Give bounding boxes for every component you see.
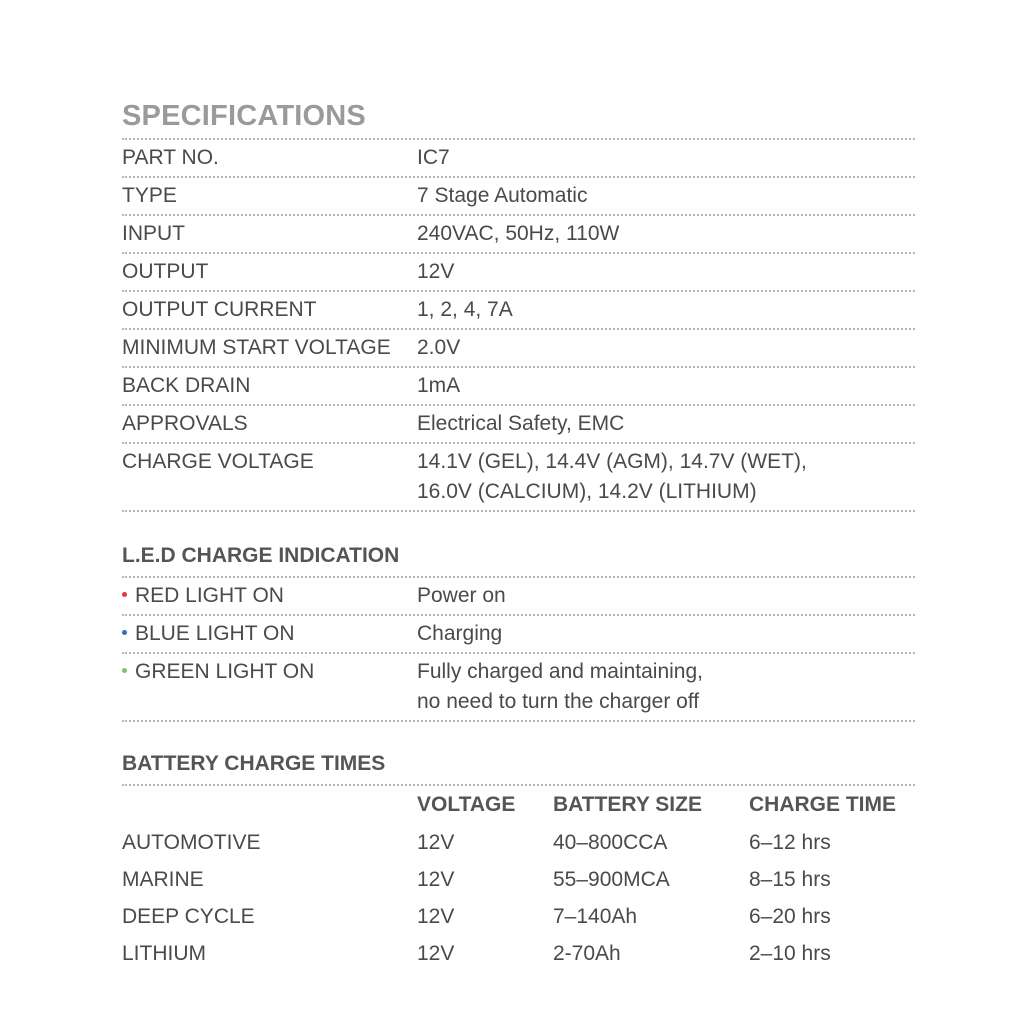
- spec-label: PART NO.: [122, 146, 219, 169]
- spec-label: OUTPUT CURRENT: [122, 298, 317, 321]
- table-cell: AUTOMOTIVE: [122, 830, 261, 854]
- table-cell: 2-70Ah: [553, 941, 621, 965]
- spec-label: CHARGE VOLTAGE: [122, 450, 314, 473]
- led-row: [122, 616, 915, 652]
- spec-sheet: [122, 92, 915, 972]
- led-value: Power on: [417, 584, 506, 607]
- table-cell: 40–800CCA: [553, 830, 668, 854]
- table-cell: 2–10 hrs: [749, 941, 831, 965]
- spec-value: 2.0V: [417, 336, 461, 359]
- charge-voltage-line: 14.1V (GEL), 14.4V (AGM), 14.7V (WET),: [417, 450, 807, 473]
- table-cell: 8–15 hrs: [749, 867, 831, 891]
- led-label: GREEN LIGHT ON: [135, 660, 315, 683]
- spec-row: [122, 330, 915, 366]
- table-cell: 12V: [417, 867, 455, 891]
- spec-label: MINIMUM START VOLTAGE: [122, 336, 391, 359]
- table-cell: 12V: [417, 941, 455, 965]
- charge-times-table: [122, 786, 915, 972]
- table-cell: 6–20 hrs: [749, 904, 831, 928]
- led-value: Charging: [417, 622, 503, 645]
- spec-row: [122, 178, 915, 214]
- table-header-row: [122, 786, 915, 824]
- column-header: VOLTAGE: [417, 793, 516, 816]
- spec-row: [122, 216, 915, 252]
- led-label: RED LIGHT ON: [135, 584, 284, 607]
- table-row: [122, 898, 915, 935]
- spec-value: Electrical Safety, EMC: [417, 412, 625, 435]
- table-cell: 12V: [417, 904, 455, 928]
- led-row: [122, 578, 915, 614]
- column-header: [122, 786, 417, 824]
- section-heading: BATTERY CHARGE TIMES: [122, 752, 386, 775]
- led-section: [122, 536, 915, 722]
- red-dot-icon: [122, 592, 127, 597]
- charge-voltage-line: 16.0V (CALCIUM), 14.2V (LITHIUM): [417, 480, 757, 503]
- charge-times-section: [122, 744, 915, 972]
- spec-label: TYPE: [122, 184, 177, 207]
- table-cell: 12V: [417, 830, 455, 854]
- page-title: SPECIFICATIONS: [122, 100, 366, 132]
- spec-row: [122, 368, 915, 404]
- column-header: BATTERY SIZE: [553, 793, 702, 816]
- spec-row-charge-voltage: [122, 444, 915, 510]
- spec-value: IC7: [417, 146, 450, 169]
- spec-value: [417, 447, 915, 507]
- spec-value: 1mA: [417, 374, 461, 397]
- spec-value: 240VAC, 50Hz, 110W: [417, 222, 620, 245]
- table-cell: 6–12 hrs: [749, 830, 831, 854]
- spec-label: OUTPUT: [122, 260, 209, 283]
- spec-value: 12V: [417, 260, 455, 283]
- table-cell: 7–140Ah: [553, 904, 638, 928]
- table-cell: 55–900MCA: [553, 867, 670, 891]
- spec-label: BACK DRAIN: [122, 374, 251, 397]
- table-row: [122, 935, 915, 972]
- spec-row: [122, 292, 915, 328]
- led-label: BLUE LIGHT ON: [135, 622, 295, 645]
- led-value: no need to turn the charger off: [417, 690, 700, 713]
- spec-label: APPROVALS: [122, 412, 248, 435]
- spec-row: [122, 140, 915, 176]
- spec-table: [122, 140, 915, 512]
- table-row: [122, 861, 915, 898]
- spec-label: INPUT: [122, 222, 185, 245]
- spec-row: [122, 254, 915, 290]
- table-cell: MARINE: [122, 867, 204, 891]
- led-value: Fully charged and maintaining,: [417, 660, 704, 683]
- spec-value: 1, 2, 4, 7A: [417, 298, 513, 321]
- table-cell: LITHIUM: [122, 941, 206, 965]
- green-dot-icon: [122, 668, 127, 673]
- led-row: [122, 654, 915, 720]
- table-cell: DEEP CYCLE: [122, 904, 255, 928]
- spec-row: [122, 406, 915, 442]
- blue-dot-icon: [122, 630, 127, 635]
- section-heading: L.E.D CHARGE INDICATION: [122, 544, 400, 567]
- table-row: [122, 824, 915, 861]
- spec-value: 7 Stage Automatic: [417, 184, 588, 207]
- column-header: CHARGE TIME: [749, 793, 896, 816]
